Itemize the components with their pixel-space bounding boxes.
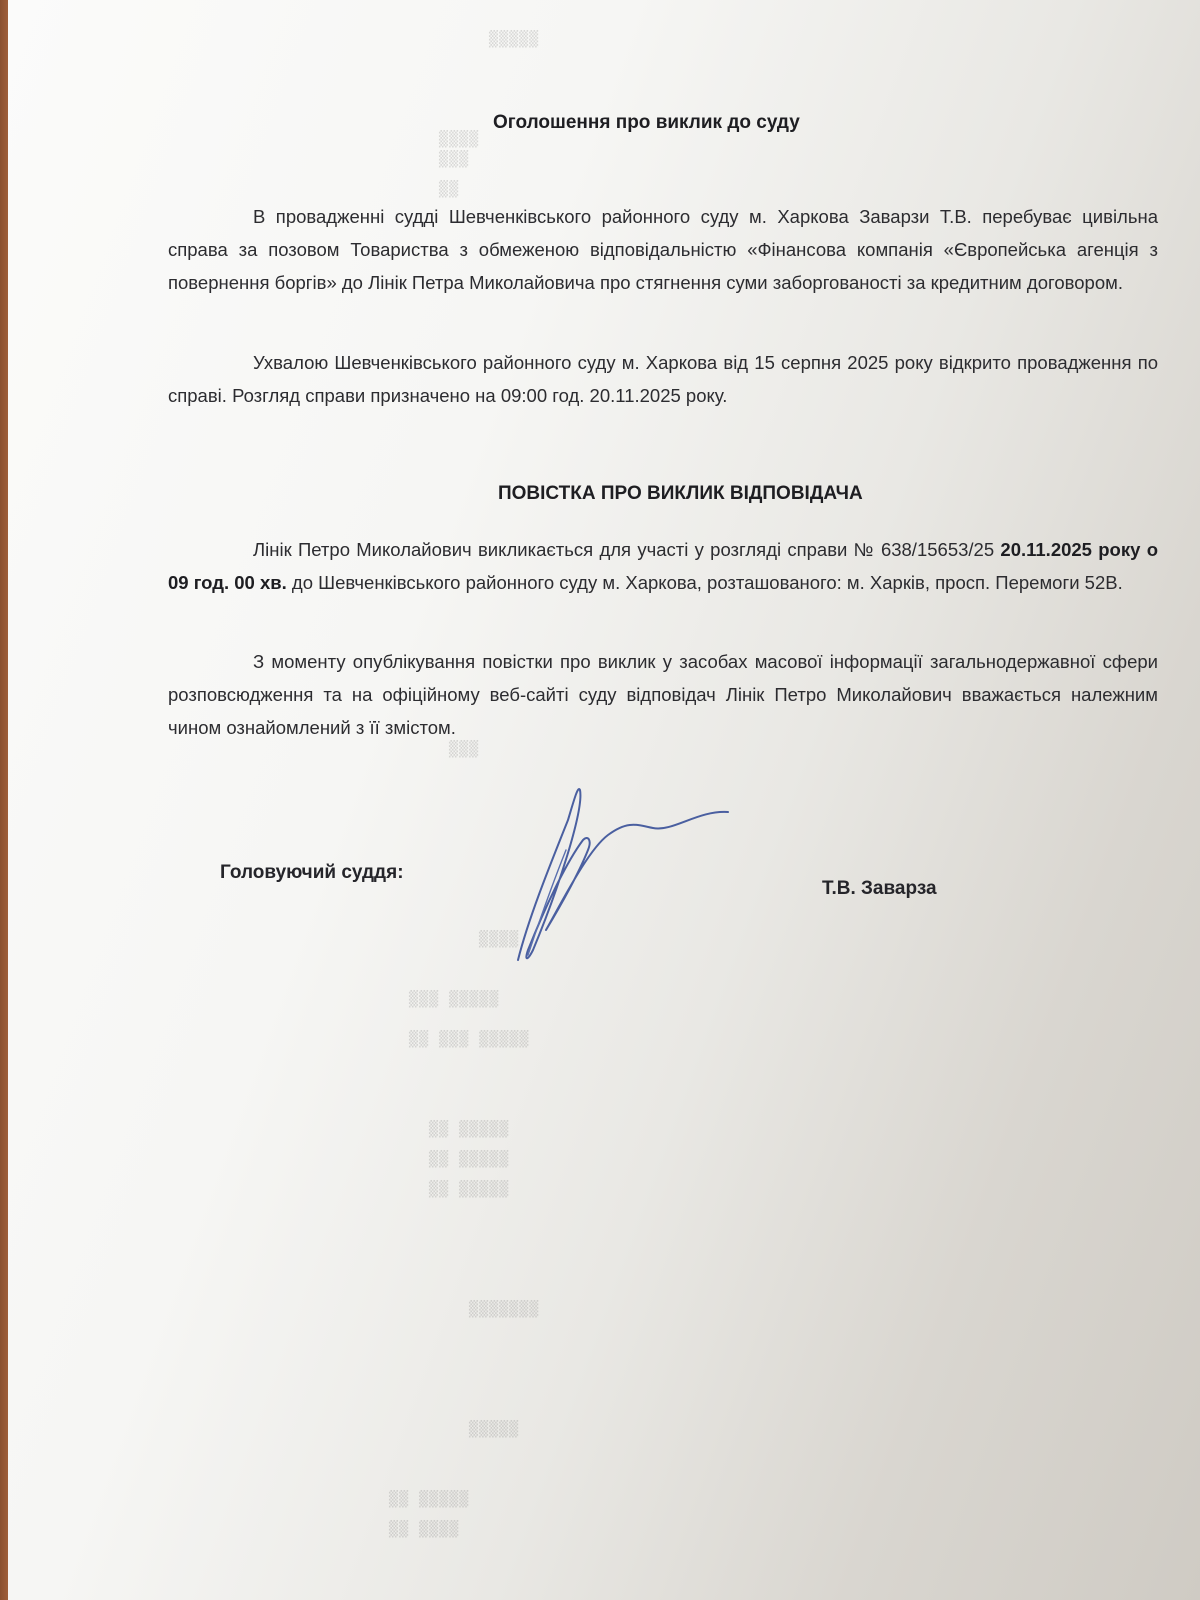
bleed-through-mark: ▒▒▒▒ ▒▒ (388, 1520, 459, 1538)
bleed-through-mark: ▒▒▒ (448, 740, 479, 758)
bleed-through-mark: ▒▒▒▒▒ (488, 30, 539, 48)
announcement-paragraph-1: В провадженні судді Шевченківського районного суду м. Харкова Заварзи Т.В. перебуває цивільна справа за позовом Товариства з обмеженою відповідальністю «Фінансова компанія «Європейська агенція з повернення боргів» до Лінік Петра Миколайовича про стягнення суми заборгованості за кредитним договором. (168, 206, 1158, 293)
summons-text-end: до Шевченківського районного суду м. Харкова, розташованого: м. Харків, просп. Перемоги 52В. (286, 572, 1123, 593)
judge-role-label: Головуючий суддя: (220, 862, 404, 883)
judge-name: Т.В. Заварза (822, 878, 937, 899)
summons-title: ПОВІСТКА ПРО ВИКЛИК ВІДПОВІДАЧА (498, 483, 863, 504)
bleed-through-mark: ▒▒ (438, 180, 459, 198)
summons-paragraph-1 (168, 533, 1158, 599)
document-page (8, 0, 1200, 1600)
bleed-through-mark: ▒▒▒ (438, 150, 469, 168)
handwritten-signature (488, 780, 748, 970)
bleed-through-mark: ▒▒▒▒▒ ▒▒ (428, 1120, 509, 1138)
bleed-through-mark: ▒▒▒▒▒ ▒▒ (388, 1490, 469, 1508)
bleed-through-mark: ▒▒▒▒▒ ▒▒▒ ▒▒ (408, 1030, 529, 1048)
summons-paragraph-2: З моменту опублікування повістки про виклик у засобах масової інформації загальнодержавної сфери розповсюдження та на офіційному веб-сайті суду відповідач Лінік Петро Миколайович вважається належним чином ознайомлений з її змістом. (168, 651, 1158, 738)
announcement-paragraph-2: Ухвалою Шевченківського районного суду м. Харкова від 15 серпня 2025 року відкрито провадження по справі. Розгляд справи призначено на 09:00 год. 20.11.2025 року. (168, 352, 1158, 406)
bleed-through-mark: ▒▒▒▒ (438, 130, 479, 148)
summons-text-start: Лінік Петро Миколайович викликається для участі у розгляді справи № 638/15653/25 (253, 539, 1001, 560)
summons-datetime: 20.11.2025 року о 09 год. 00 хв. (168, 539, 1158, 593)
bleed-through-mark: ▒▒▒▒▒ ▒▒ (428, 1180, 509, 1198)
bleed-through-mark: ▒▒▒▒▒ (468, 1420, 519, 1438)
announcement-title: Оголошення про виклик до суду (493, 112, 800, 133)
bleed-through-mark: ▒▒▒▒▒ ▒▒ (428, 1150, 509, 1168)
bleed-through-mark: ▒▒▒▒▒▒▒ (468, 1300, 539, 1318)
bleed-through-mark: ▒▒▒▒ (478, 930, 519, 948)
bleed-through-mark: ▒▒▒▒▒ ▒▒▒ (408, 990, 499, 1008)
